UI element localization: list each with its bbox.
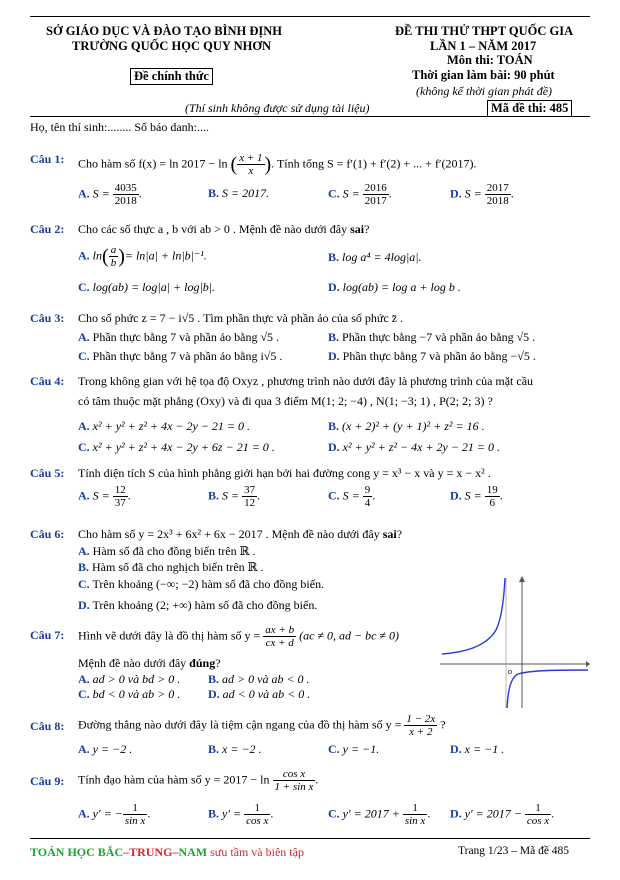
- question-text: Cho số phức z = 7 − i√5 . Tìm phần thực và phần ảo của số phức z̄ .: [78, 311, 404, 325]
- option-c[interactable]: C. y′ = 2017 + $\frac{1}{\text{sin x}}$ .: [328, 802, 431, 827]
- option-c[interactable]: C. x² + y² + z² + 4x − 2y + 6z − 21 = 0 .: [78, 440, 275, 454]
- question-number: Câu 5:: [30, 466, 65, 480]
- question-text: Hình vẽ dưới đây là đồ thị hàm số y = $\frac{ax + b}{cx + d}$ (ac ≠ 0, ad − bc ≠ 0): [78, 624, 399, 649]
- option-d[interactable]: D. Phần thực bằng 7 và phần ảo bằng −√5 .: [328, 349, 536, 363]
- option-d[interactable]: D. log(ab) = log a + log b .: [328, 280, 461, 294]
- option-a[interactable]: A. y = −2 .: [78, 742, 133, 756]
- no-materials-note: (Thí sinh không được sử dụng tài liệu): [185, 101, 370, 115]
- option-b[interactable]: B. ad > 0 và ab < 0 .: [208, 672, 310, 686]
- option-d[interactable]: D. S = $\frac{2017}{2018}$ .: [450, 182, 514, 207]
- option-d[interactable]: D. S = $\frac{19}{6}$ .: [450, 484, 503, 509]
- exam-code: Mã đề thi: 485: [487, 100, 572, 117]
- x-axis-arrow: [586, 661, 590, 667]
- option-a[interactable]: A. Hàm số đã cho đồng biến trên ℝ .: [78, 544, 256, 558]
- option-a[interactable]: A. ln( $\frac{a}{b}$ )= ln|a| + ln|b|⁻¹.: [78, 244, 207, 269]
- option-c[interactable]: C. y = −1.: [328, 742, 380, 756]
- option-c[interactable]: C. Trên khoảng (−∞; −2) hàm số đã cho đồng biến.: [78, 577, 325, 591]
- option-b[interactable]: B. y′ = $\frac{1}{\text{cos x}}$ .: [208, 802, 274, 827]
- option-a[interactable]: A. S = $\frac{12}{37}$ .: [78, 484, 131, 509]
- option-b[interactable]: B. Phần thực bằng −7 và phần ảo bằng √5 .: [328, 330, 536, 344]
- option-c[interactable]: C. S = $\frac{2016}{2017}$ .: [328, 182, 392, 207]
- question-number: Câu 2:: [30, 222, 65, 236]
- question-number: Câu 1:: [30, 152, 65, 166]
- question-text: Trong không gian với hệ tọa độ Oxyz , phương trình nào dưới đây là phương trình của mặt cầu: [78, 374, 534, 388]
- official-badge: Đề chính thức: [130, 68, 213, 85]
- question-number: Câu 9:: [30, 774, 65, 788]
- option-b[interactable]: B. x = −2 .: [208, 742, 262, 756]
- question-text: Tính đạo hàm của hàm số y = 2017 − ln $\frac{\text{cos x}}{\text{1 + sin x}}$ .: [78, 768, 319, 793]
- school-department: SỞ GIÁO DỤC VÀ ĐÀO TẠO BÌNH ĐỊNH: [46, 24, 283, 38]
- exam-subject: Môn thi: TOÁN: [447, 53, 533, 67]
- candidate-info: Họ, tên thí sinh:........ Số báo danh:....: [30, 120, 209, 134]
- option-b[interactable]: B. S = 2017.: [208, 186, 270, 200]
- curve-right-branch: [507, 670, 588, 708]
- exam-round: LẦN 1 – NĂM 2017: [430, 39, 537, 53]
- question-text-2: Mệnh đề nào dưới đây đúng?: [78, 656, 221, 670]
- option-c[interactable]: C. Phần thực bằng 7 và phần ảo bằng i√5 .: [78, 349, 283, 363]
- option-d[interactable]: D. x² + y² + z² − 4x + 2y − 21 = 0 .: [328, 440, 501, 454]
- option-a[interactable]: A. ad > 0 và bd > 0 .: [78, 672, 181, 686]
- option-a[interactable]: A. y′ = − $\frac{1}{\text{sin x}}$ .: [78, 802, 151, 827]
- option-b[interactable]: B. log a⁴ = 4log|a|.: [328, 250, 422, 264]
- footer-brand: TOÁN HỌC BẮC–TRUNG–NAM sưu tầm và biên tập: [30, 845, 304, 859]
- footer-page-info: Trang 1/23 – Mã đề 485: [458, 845, 570, 857]
- exam-time-note: (không kể thời gian phát đề): [416, 84, 553, 98]
- option-d[interactable]: D. ad < 0 và ab < 0 .: [208, 687, 311, 701]
- option-a[interactable]: A. Phần thực bằng 7 và phần ảo bằng √5 .: [78, 330, 280, 344]
- exam-time: Thời gian làm bài: 90 phút: [412, 68, 555, 82]
- question-number: Câu 4:: [30, 374, 65, 388]
- option-a[interactable]: A. S = $\frac{4035}{2018}$ .: [78, 182, 142, 207]
- question-text: Cho hàm số y = 2x³ + 6x² + 6x − 2017 . Mệnh đề nào dưới đây sai?: [78, 527, 403, 541]
- option-b[interactable]: B. Hàm số đã cho nghịch biến trên ℝ .: [78, 560, 264, 574]
- hyperbola-graph: [440, 574, 590, 710]
- option-c[interactable]: C. bd < 0 và ab > 0 .: [78, 687, 181, 701]
- school-name: TRƯỜNG QUỐC HỌC QUY NHƠN: [72, 39, 272, 53]
- question-text: Đường thẳng nào dưới đây là tiệm cận ngang của đồ thị hàm số y = $\frac{1 - 2x}{x + 2}$ ?: [78, 713, 446, 738]
- option-d[interactable]: D. y′ = 2017 − $\frac{1}{\text{cos x}}$ .: [450, 802, 555, 827]
- question-number: Câu 8:: [30, 719, 65, 733]
- question-number: Câu 6:: [30, 527, 65, 541]
- exam-title: ĐỀ THI THỬ THPT QUỐC GIA: [395, 24, 574, 38]
- question-number: Câu 3:: [30, 311, 65, 325]
- y-axis-arrow: [519, 576, 525, 582]
- option-d[interactable]: D. Trên khoảng (2; +∞) hàm số đã cho đồng biến.: [78, 598, 318, 612]
- question-number: Câu 7:: [30, 628, 65, 642]
- origin-label: o: [508, 667, 512, 676]
- option-c[interactable]: C. log(ab) = log|a| + log|b|.: [78, 280, 216, 294]
- option-d[interactable]: D. x = −1 .: [450, 742, 505, 756]
- question-text: Tính diện tích S của hình phẳng giới hạn bởi hai đường cong y = x³ − x và y = x − x² .: [78, 466, 491, 480]
- option-b[interactable]: B. (x + 2)² + (y + 1)² + z² = 16 .: [328, 419, 485, 433]
- option-c[interactable]: C. S = $\frac{9}{4}$ .: [328, 484, 376, 509]
- curve-left-branch: [442, 578, 505, 654]
- option-a[interactable]: A. x² + y² + z² + 4x − 2y − 21 = 0 .: [78, 419, 251, 433]
- question-text: Cho hàm số f(x) = ln 2017 − ln ( $\frac{x + 1}{x}$ ). Tính tổng S = f′(1) + f′(2) + ... + f′(2017).: [78, 152, 477, 177]
- question-text: Cho các số thực a , b với ab > 0 . Mệnh đề nào dưới đây sai?: [78, 222, 370, 236]
- option-b[interactable]: B. S = $\frac{37}{12}$ .: [208, 484, 261, 509]
- question-text-2: có tâm thuộc mặt phẳng (Oxy) và đi qua 3 điểm M(1; 2; −4) , N(1; −3; 1) , P(2; 2; 3) ?: [78, 394, 493, 408]
